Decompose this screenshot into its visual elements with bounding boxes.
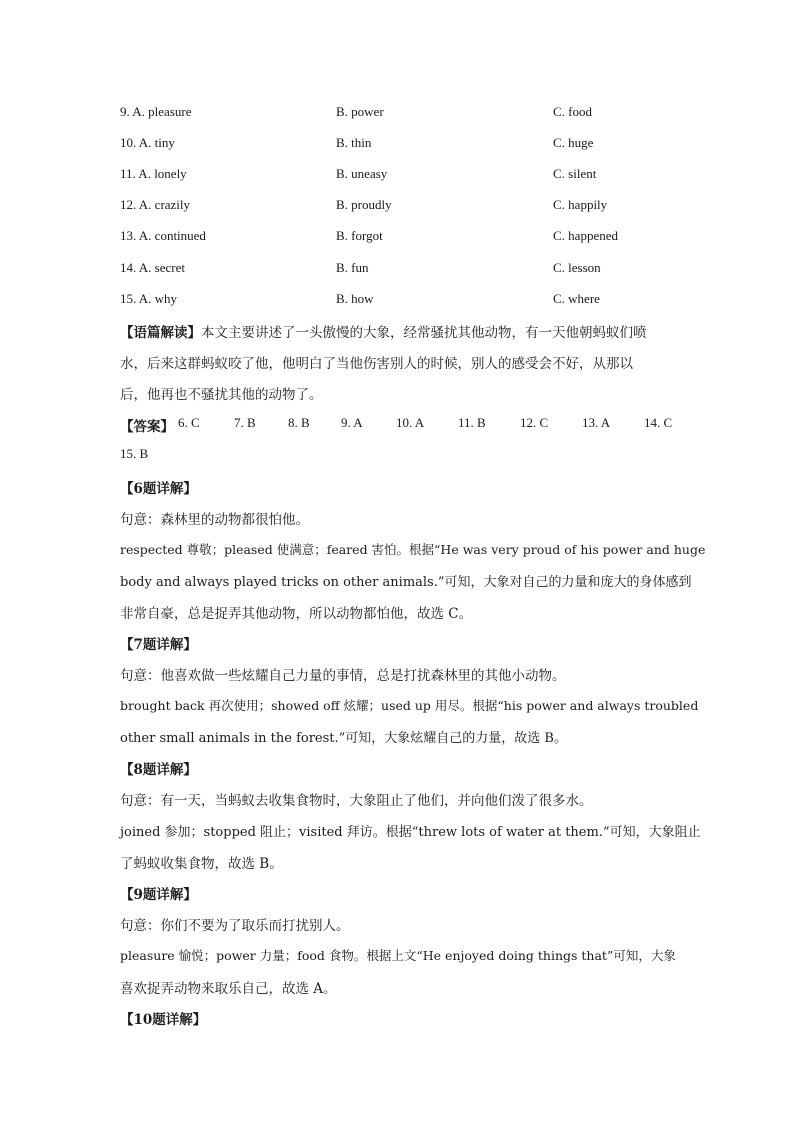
- reading-line-3: 后，他再也不骚扰其他的动物了。: [120, 387, 323, 403]
- q10-heading: 【10题详解】: [120, 1012, 207, 1028]
- q6-options: respected 尊敬；pleased 使满意；feared 害怕。根据“He was very proud of his power and huge: [120, 542, 706, 557]
- q6-line-2: body and always played tricks on other animals.”可知，大象对自己的力量和庞大的身体感到: [120, 575, 692, 590]
- answer-item: 11. B: [458, 415, 486, 430]
- q9-heading: 【9题详解】: [120, 887, 197, 903]
- q8-meaning: 句意：有一天，当蚂蚁去收集食物时，大象阻止了他们，并向他们泼了很多水。: [120, 793, 593, 809]
- option-row-13: [120, 228, 680, 248]
- q9-options: pleasure 愉悦；power 力量；food 食物。根据上文“He enjoyed doing things that”可知，大象: [120, 948, 676, 963]
- answer-item: 6. C: [178, 415, 200, 430]
- option-b: B. uneasy: [336, 166, 388, 181]
- option-a: 14. A. secret: [120, 260, 185, 275]
- option-a: 13. A. continued: [120, 228, 206, 243]
- q7-options: brought back 再次使用；showed off 炫耀；used up 用尽。根据“his power and always troubled: [120, 698, 699, 713]
- q8-line-2: 了蚂蚁收集食物，故选 B。: [120, 856, 283, 872]
- option-b: B. thin: [336, 135, 372, 150]
- option-b: B. power: [336, 104, 384, 119]
- q7-meaning: 句意：他喜欢做一些炫耀自己力量的事情，总是打扰森林里的其他小动物。: [120, 668, 566, 684]
- reading-heading: 【语篇解读】: [120, 325, 201, 341]
- option-c: C. huge: [553, 135, 594, 150]
- q8-heading: 【8题详解】: [120, 762, 197, 778]
- q6-heading: 【6题详解】: [120, 481, 197, 497]
- answers-line: [120, 415, 680, 435]
- option-a: 12. A. crazily: [120, 197, 191, 212]
- option-a: 10. A. tiny: [120, 135, 175, 150]
- option-b: B. forgot: [336, 228, 383, 243]
- option-row-10: [120, 135, 680, 155]
- option-row-14: [120, 260, 680, 280]
- reading-line-2: 水，后来这群蚂蚁咬了他，他明白了当他伤害别人的时候，别人的感受会不好，从那以: [120, 356, 633, 372]
- reading-text: 本文主要讲述了一头傲慢的大象，经常骚扰其他动物，有一天他朝蚂蚁们喷: [201, 325, 647, 341]
- option-row-15: [120, 291, 680, 311]
- answer-item: 13. A: [582, 415, 611, 430]
- reading-line-1: [120, 321, 680, 341]
- option-c: C. food: [553, 104, 592, 119]
- answer-item: 10. A: [396, 415, 425, 430]
- q7-line-2: other small animals in the forest.”可知，大象炫耀自己的力量，故选 B。: [120, 731, 567, 746]
- option-b: B. how: [336, 291, 374, 306]
- q9-line-2: 喜欢捉弄动物来取乐自己，故选 A。: [120, 981, 337, 997]
- q6-meaning: 句意：森林里的动物都很怕他。: [120, 512, 309, 528]
- answer-item: 8. B: [288, 415, 310, 430]
- option-b: B. proudly: [336, 197, 392, 212]
- option-row-11: [120, 166, 680, 186]
- option-c: C. where: [553, 291, 600, 306]
- q9-meaning: 句意：你们不要为了取乐而打扰别人。: [120, 918, 350, 934]
- answer-item: 14. C: [644, 415, 673, 430]
- option-c: C. lesson: [553, 260, 601, 275]
- option-c: C. silent: [553, 166, 597, 181]
- option-row-9: [120, 104, 680, 124]
- answer-item: 7. B: [234, 415, 256, 430]
- option-c: C. happened: [553, 228, 618, 243]
- option-b: B. fun: [336, 260, 369, 275]
- q6-line-3: 非常自豪，总是捉弄其他动物，所以动物都怕他，故选 C。: [120, 606, 473, 622]
- q8-options: joined 参加；stopped 阻止；visited 拜访。根据“threw lots of water at them.”可知，大象阻止: [120, 825, 701, 840]
- answer-item-last: 15. B: [120, 446, 149, 461]
- option-a: 15. A. why: [120, 291, 178, 306]
- answer-item: 9. A: [341, 415, 363, 430]
- option-a: 11. A. lonely: [120, 166, 187, 181]
- option-c: C. happily: [553, 197, 608, 212]
- q7-heading: 【7题详解】: [120, 637, 197, 653]
- option-row-12: [120, 197, 680, 217]
- option-a: 9. A. pleasure: [120, 104, 192, 119]
- answers-heading: 【答案】: [120, 419, 174, 435]
- answer-item: 12. C: [520, 415, 549, 430]
